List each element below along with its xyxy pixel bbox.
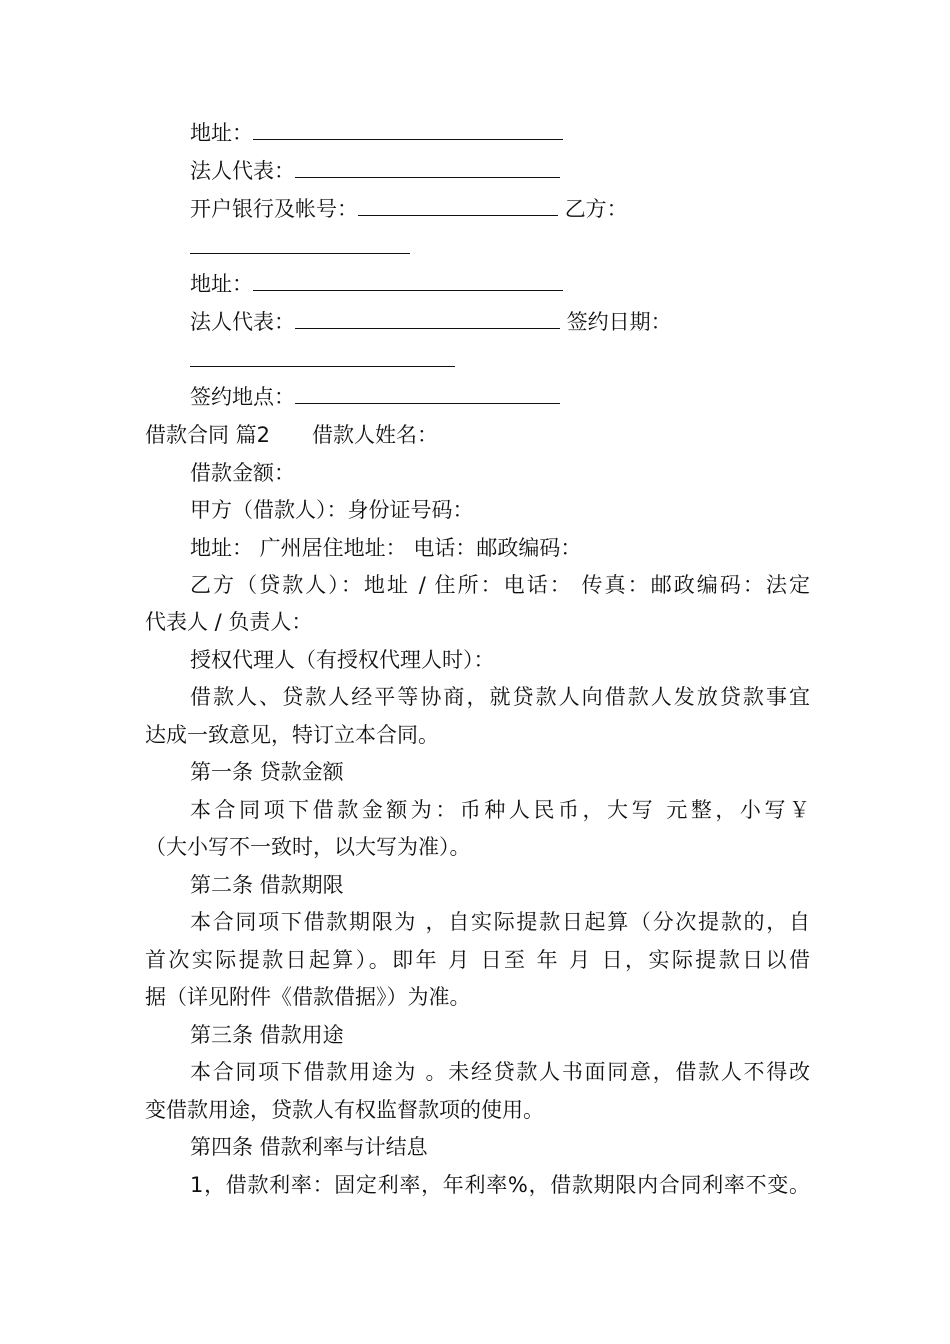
legal-rep-line-1 bbox=[190, 157, 810, 185]
article-2-title: 第二条 借款期限 bbox=[190, 873, 344, 897]
loan-amount-line: 借款金额： bbox=[190, 461, 295, 485]
sign-place-blank bbox=[295, 383, 560, 404]
article-1-line-2: （大小写不一致时，以大写为准）。 bbox=[145, 835, 471, 859]
party-b-blank-line bbox=[190, 233, 810, 261]
intro-line-2: 达成一致意见，特订立本合同。 bbox=[145, 723, 439, 747]
party-a-address-line: 地址： 广州居住地址： 电话：邮政编码： bbox=[190, 536, 582, 560]
contract-title: 借款合同 篇2 bbox=[145, 423, 271, 447]
article-1-line-1: 本合同项下借款金额为：币种人民币，大写 元整，小写￥ bbox=[190, 798, 810, 822]
sign-place-label: 签约地点： bbox=[190, 385, 295, 409]
sign-place-line bbox=[190, 383, 810, 411]
party-a-line: 甲方（借款人）：身份证号码： bbox=[190, 498, 474, 522]
borrower-name-label: 借款人姓名： bbox=[312, 423, 439, 447]
sign-date-label: 签约日期： bbox=[566, 310, 672, 334]
article-3-line-2: 变借款用途，贷款人有权监督款项的使用。 bbox=[145, 1098, 544, 1122]
sign-date-blank-line bbox=[190, 346, 810, 374]
address-label: 地址： bbox=[190, 272, 253, 296]
article-4-title: 第四条 借款利率与计结息 bbox=[190, 1135, 428, 1159]
article-1-title: 第一条 贷款金额 bbox=[190, 760, 344, 784]
authorized-agent-line: 授权代理人（有授权代理人时）： bbox=[190, 648, 495, 672]
legal-rep-blank bbox=[295, 157, 560, 178]
legal-rep-label: 法人代表： bbox=[190, 159, 295, 183]
address-line-1 bbox=[190, 119, 810, 147]
article-2-line-2: 首次实际提款日起算）。即年 月 日至 年 月 日，实际提款日以借 bbox=[145, 948, 810, 972]
contract-title-line bbox=[145, 421, 810, 449]
intro-line-1: 借款人、贷款人经平等协商，就贷款人向借款人发放贷款事宜 bbox=[190, 685, 810, 709]
article-3-title: 第三条 借款用途 bbox=[190, 1023, 344, 1047]
article-4-line-1: 1，借款利率：固定利率，年利率%，借款期限内合同利率不变。 bbox=[190, 1173, 810, 1197]
legal-rep-blank bbox=[295, 308, 560, 329]
sign-date-blank bbox=[190, 346, 455, 367]
article-3-line-1: 本合同项下借款用途为 。未经贷款人书面同意，借款人不得改 bbox=[190, 1060, 810, 1084]
legal-rep-line-2 bbox=[190, 308, 810, 336]
address-blank bbox=[253, 119, 563, 140]
party-b-info-line-1: 乙方（贷款人）：地址 / 住所：电话： 传真：邮政编码：法定 bbox=[190, 573, 810, 597]
party-b-info-line-2: 代表人 / 负责人： bbox=[145, 610, 313, 634]
address-line-2 bbox=[190, 270, 810, 298]
address-label: 地址： bbox=[190, 121, 253, 145]
legal-rep-label: 法人代表： bbox=[190, 310, 295, 334]
article-2-line-3: 据（详见附件《借款借据》）为准。 bbox=[145, 985, 471, 1009]
bank-account-blank bbox=[358, 195, 558, 216]
address-blank bbox=[253, 270, 563, 291]
bank-account-line bbox=[190, 195, 810, 223]
article-2-line-1: 本合同项下借款期限为 ，自实际提款日起算（分次提款的，自 bbox=[190, 910, 810, 934]
party-b-blank bbox=[190, 233, 410, 254]
party-b-label: 乙方： bbox=[564, 197, 628, 221]
bank-account-label: 开户银行及帐号： bbox=[190, 197, 358, 221]
